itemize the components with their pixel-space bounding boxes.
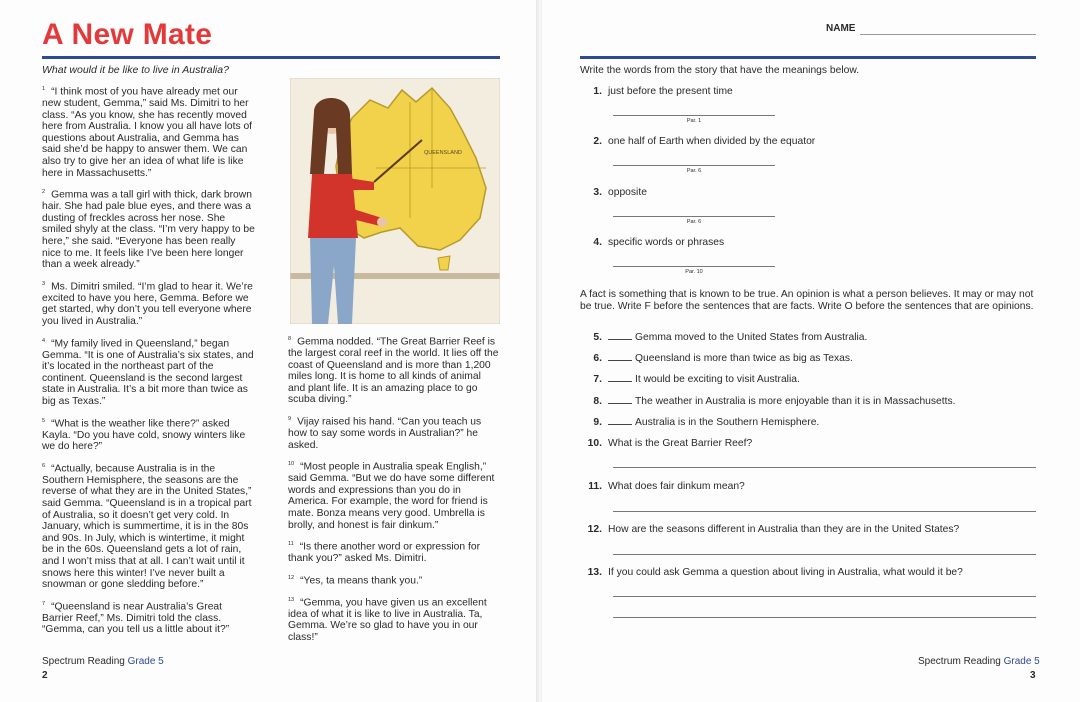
answer-line[interactable] <box>613 596 1036 597</box>
answer-line[interactable] <box>613 115 775 116</box>
paragraph-ref: Par. 1 <box>686 118 702 124</box>
vocab-item: 1. just before the present time <box>593 86 733 97</box>
fo-blank[interactable] <box>608 403 632 404</box>
page-number-left: 2 <box>42 670 48 681</box>
name-field[interactable] <box>860 34 1036 35</box>
open-question: 13. If you could ask Gemma a question about living in Australia, what would it be? <box>587 567 963 578</box>
name-label: NAME <box>826 23 856 34</box>
vocab-item: 4. specific words or phrases <box>593 237 725 248</box>
fact-item: 7. It would be exciting to visit Australia. <box>593 374 800 385</box>
story-column-2 <box>288 334 500 652</box>
fo-blank[interactable] <box>608 381 632 382</box>
answer-line[interactable] <box>613 165 775 166</box>
answer-line[interactable] <box>613 511 1036 512</box>
open-question: 10. What is the Great Barrier Reef? <box>587 438 753 449</box>
vocab-item: 3. opposite <box>593 187 647 198</box>
page-title: A New Mate <box>42 18 213 51</box>
paragraph: $^8$ Gemma nodded. “The Great Barrier Reef is the largest coral reef in the world. It lies off the coast of Queensland and is more than 1,200 miles long. It is home to all kinds of animal and plant life. It is an amazing place to go scuba diving.” <box>288 336 499 406</box>
paragraph: $^2$ Gemma was a tall girl with thick, dark brown hair. She had pale blue eyes, and there was a dusting of freckles across her nose. She smiled shyly at the class. “I’m very happy to be here,” she said. “Everyone has been really nice to me. It feels like I’ve been here longer than a week already.” <box>42 189 255 271</box>
fo-blank[interactable] <box>608 424 632 425</box>
open-question: 11. What does fair dinkum mean? <box>588 481 745 492</box>
answer-line[interactable] <box>613 266 775 267</box>
paragraph: $^5$ “What is the weather like there?” asked Kayla. “Do you have cold, snowy winters like we do here?” <box>42 417 246 453</box>
gemma-map-illustration <box>290 78 500 324</box>
fact-item: 5. Gemma moved to the United States from Australia. <box>593 332 868 343</box>
open-question: 12. How are the seasons different in Australia than they are in the United States? <box>587 524 960 535</box>
story-column-1 <box>42 84 255 644</box>
fact-opinion-instructions: A fact is something that is known to be true. An opinion is what a person believes. It may or may not be true. Write F before the sentences that are facts. Write O before the sentences that are opinions. <box>580 289 1034 312</box>
paragraph: $^3$ Ms. Dimitri smiled. “I’m glad to hear it. We’re excited to have you here, Gemma. Before we get started, why don’t you tell everyone where you lived in Australia.” <box>42 280 253 327</box>
answer-line[interactable] <box>613 554 1036 555</box>
paragraph: $^{12}$ “Yes, ta means thank you.” <box>288 574 423 587</box>
left-page <box>0 0 538 702</box>
paragraph: $^1$ “I think most of you have already met our new student, Gemma,” said Ms. Dimitri to her class. “As you know, she has recently moved here from Australia. I know you all have lots of questions about Australia, and Gemma has said she’d be happy to answer them. We can also try to give her an idea of what life is like here in Massachusetts.” <box>42 86 253 179</box>
paragraph: $^{11}$ “Is there another word or expression for thank you?” asked Ms. Dimitri. <box>288 541 480 565</box>
fact-item: 6. Queensland is more than twice as big as Texas. <box>593 353 853 364</box>
right-title-rule <box>580 56 1036 59</box>
story-subtitle: What would it be like to live in Australia? <box>42 64 229 76</box>
paragraph: $^6$ “Actually, because Australia is in the Southern Hemisphere, the seasons are the reverse of what they are in the United States,” said Gemma. “Queensland is in a tropical part of Australia, so it doesn’t get very cold. In January, which is summertime, it is in the 80s and 90s. In July, which is wintertime, it might be in the 60s. Queensland gets a lot of rain, and I won’t miss that at all. I can’t wait until it snows here this winter! I’ve never built a snowman or gone sledding before.” <box>42 462 252 591</box>
title-rule <box>42 56 500 59</box>
paragraph-ref: Par. 10 <box>685 269 703 275</box>
paragraph: $^4$ “My family lived in Queensland,” began Gemma. “It is one of Australia’s six states, and it’s located in the northeast part of the continent. Queensland is the second largest state in Australia. It’s a bit more than twice as big as Texas.” <box>42 337 254 407</box>
map-region-label: QUEENSLAND <box>424 150 462 156</box>
fact-item: 8. The weather in Australia is more enjoyable than it is in Massachusetts. <box>593 396 956 407</box>
footer-right: Spectrum Reading Grade 5 <box>918 656 1040 667</box>
paragraph: $^7$ “Queensland is near Australia’s Great Barrier Reef,” Ms. Dimitri told the class. “Gemma, can you tell us a little about it?” <box>42 600 230 636</box>
vocab-instructions: Write the words from the story that have the meanings below. <box>580 65 860 76</box>
vocab-item: 2. one half of Earth when divided by the equator <box>593 136 816 147</box>
paragraph: $^9$ Vijay raised his hand. “Can you teach us how to say some words in Australian?” he asked. <box>288 415 482 451</box>
fo-blank[interactable] <box>608 339 632 340</box>
paragraph-ref: Par. 6 <box>686 168 702 174</box>
fact-item: 9. Australia is in the Southern Hemisphere. <box>593 417 820 428</box>
paragraph: $^{10}$ “Most people in Australia speak English,” said Gemma. “But we do have some different words and expressions than you do in America. For example, the word for friend is mate. Bonza means very good. Umbrella is brolly, and honest is fair dinkum.” <box>288 461 495 531</box>
fo-blank[interactable] <box>608 360 632 361</box>
answer-line[interactable] <box>613 216 775 217</box>
paragraph-ref: Par. 6 <box>686 219 702 225</box>
paragraph: $^{13}$ “Gemma, you have given us an excellent idea of what it is like to live in Australia. Ta, Gemma. We’re so glad to have you in our class!” <box>288 596 487 643</box>
footer-left: Spectrum Reading Grade 5 <box>42 656 164 667</box>
answer-line[interactable] <box>613 617 1036 618</box>
page-number-right: 3 <box>1030 670 1036 681</box>
answer-line[interactable] <box>613 467 1036 468</box>
